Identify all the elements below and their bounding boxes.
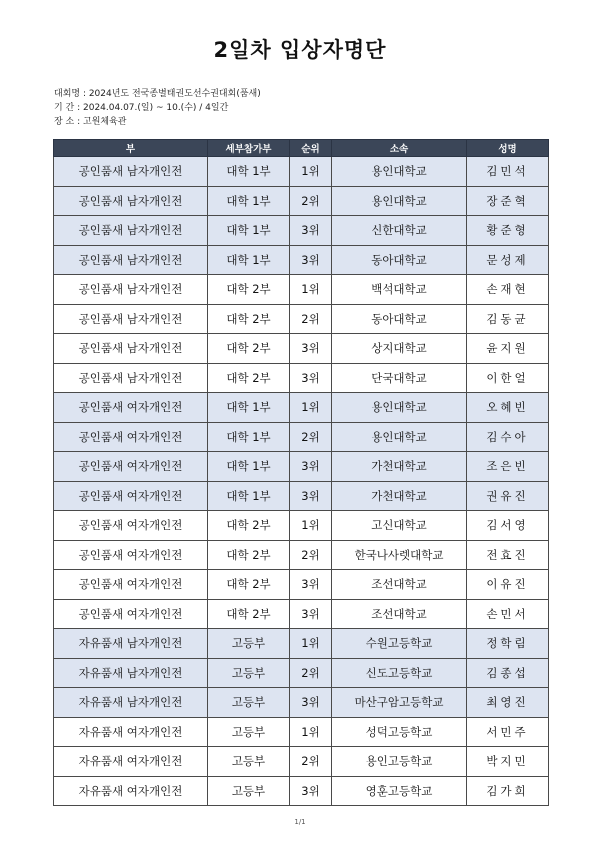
table-row — [54, 422, 549, 452]
cell-affiliation: 성덕고등학교 — [332, 717, 467, 747]
cell-sub-division: 고등부 — [208, 747, 290, 777]
cell-sub-division: 대학 2부 — [208, 275, 290, 305]
cell-affiliation: 신한대학교 — [332, 216, 467, 246]
cell-rank: 3위 — [290, 245, 332, 275]
cell-name: 조은빈 — [467, 452, 549, 482]
cell-name: 최영진 — [467, 688, 549, 718]
cell-rank: 1위 — [290, 157, 332, 187]
table-row — [54, 540, 549, 570]
event-venue: 장 소 : 고원체육관 — [54, 117, 127, 127]
cell-rank: 3위 — [290, 599, 332, 629]
event-name: 대회명 : 2024년도 전국종별태권도선수권대회(품새) — [54, 89, 261, 99]
cell-division: 자유품새 여자개인전 — [54, 776, 208, 806]
cell-name: 장준혁 — [467, 186, 549, 216]
cell-rank: 2위 — [290, 186, 332, 216]
cell-rank: 3위 — [290, 452, 332, 482]
table-row — [54, 304, 549, 334]
table-row — [54, 688, 549, 718]
cell-rank: 3위 — [290, 363, 332, 393]
table-row — [54, 363, 549, 393]
cell-name: 김서영 — [467, 511, 549, 541]
table-row — [54, 570, 549, 600]
cell-name: 이한얼 — [467, 363, 549, 393]
cell-division: 공인품새 여자개인전 — [54, 422, 208, 452]
cell-name: 박지민 — [467, 747, 549, 777]
cell-rank: 2위 — [290, 422, 332, 452]
table-row — [54, 452, 549, 482]
table-row — [54, 717, 549, 747]
cell-name: 오혜빈 — [467, 393, 549, 423]
cell-affiliation: 단국대학교 — [332, 363, 467, 393]
table-row — [54, 747, 549, 777]
header-affiliation: 소속 — [332, 140, 467, 157]
cell-division: 공인품새 남자개인전 — [54, 157, 208, 187]
cell-affiliation: 용인대학교 — [332, 157, 467, 187]
cell-division: 공인품새 여자개인전 — [54, 540, 208, 570]
cell-affiliation: 신도고등학교 — [332, 658, 467, 688]
cell-division: 공인품새 남자개인전 — [54, 304, 208, 334]
table-row — [54, 629, 549, 659]
cell-division: 공인품새 남자개인전 — [54, 334, 208, 364]
cell-division: 공인품새 여자개인전 — [54, 570, 208, 600]
cell-affiliation: 용인대학교 — [332, 422, 467, 452]
table-row — [54, 393, 549, 423]
cell-sub-division: 대학 2부 — [208, 570, 290, 600]
cell-rank: 3위 — [290, 481, 332, 511]
cell-rank: 1위 — [290, 393, 332, 423]
cell-sub-division: 대학 1부 — [208, 393, 290, 423]
cell-rank: 1위 — [290, 629, 332, 659]
table-row — [54, 776, 549, 806]
cell-name: 윤지원 — [467, 334, 549, 364]
cell-sub-division: 고등부 — [208, 717, 290, 747]
table-header-row — [54, 140, 549, 157]
table-row — [54, 245, 549, 275]
cell-division: 공인품새 여자개인전 — [54, 481, 208, 511]
cell-sub-division: 고등부 — [208, 776, 290, 806]
cell-name: 황준형 — [467, 216, 549, 246]
cell-rank: 3위 — [290, 216, 332, 246]
cell-sub-division: 대학 2부 — [208, 540, 290, 570]
cell-sub-division: 대학 1부 — [208, 452, 290, 482]
cell-sub-division: 대학 1부 — [208, 216, 290, 246]
cell-sub-division: 대학 1부 — [208, 245, 290, 275]
table-row — [54, 511, 549, 541]
cell-rank: 2위 — [290, 747, 332, 777]
cell-rank: 2위 — [290, 658, 332, 688]
header-rank: 순위 — [290, 140, 332, 157]
cell-affiliation: 동아대학교 — [332, 304, 467, 334]
cell-name: 손민서 — [467, 599, 549, 629]
cell-affiliation: 백석대학교 — [332, 275, 467, 305]
cell-division: 공인품새 여자개인전 — [54, 599, 208, 629]
cell-affiliation: 영훈고등학교 — [332, 776, 467, 806]
cell-affiliation: 조선대학교 — [332, 570, 467, 600]
cell-rank: 3위 — [290, 688, 332, 718]
event-info — [54, 87, 261, 129]
cell-rank: 1위 — [290, 717, 332, 747]
table-row — [54, 481, 549, 511]
page-number: 1/1 — [294, 818, 306, 826]
table-row — [54, 658, 549, 688]
cell-affiliation: 마산구암고등학교 — [332, 688, 467, 718]
cell-rank: 3위 — [290, 776, 332, 806]
cell-name: 손재현 — [467, 275, 549, 305]
cell-division: 자유품새 여자개인전 — [54, 747, 208, 777]
cell-rank: 2위 — [290, 304, 332, 334]
cell-name: 김종섭 — [467, 658, 549, 688]
cell-affiliation: 용인대학교 — [332, 186, 467, 216]
cell-sub-division: 대학 2부 — [208, 599, 290, 629]
cell-division: 자유품새 남자개인전 — [54, 658, 208, 688]
cell-division: 공인품새 남자개인전 — [54, 216, 208, 246]
page-title: 2일차 입상자명단 — [213, 38, 387, 62]
table-row — [54, 186, 549, 216]
cell-name: 김가희 — [467, 776, 549, 806]
cell-division: 공인품새 남자개인전 — [54, 275, 208, 305]
cell-rank: 2위 — [290, 540, 332, 570]
table-row — [54, 334, 549, 364]
cell-division: 공인품새 남자개인전 — [54, 363, 208, 393]
cell-name: 정학림 — [467, 629, 549, 659]
cell-division: 공인품새 여자개인전 — [54, 511, 208, 541]
cell-affiliation: 한국나사렛대학교 — [332, 540, 467, 570]
cell-sub-division: 대학 1부 — [208, 157, 290, 187]
cell-affiliation: 용인대학교 — [332, 393, 467, 423]
header-name: 성명 — [467, 140, 549, 157]
cell-sub-division: 고등부 — [208, 688, 290, 718]
cell-name: 전효진 — [467, 540, 549, 570]
table-row — [54, 275, 549, 305]
event-period: 기 간 : 2024.04.07.(일) ~ 10.(수) / 4일간 — [54, 103, 229, 113]
cell-name: 김동균 — [467, 304, 549, 334]
cell-sub-division: 고등부 — [208, 629, 290, 659]
cell-sub-division: 대학 2부 — [208, 511, 290, 541]
cell-affiliation: 고신대학교 — [332, 511, 467, 541]
cell-affiliation: 상지대학교 — [332, 334, 467, 364]
cell-rank: 3위 — [290, 334, 332, 364]
cell-sub-division: 고등부 — [208, 658, 290, 688]
cell-rank: 1위 — [290, 275, 332, 305]
cell-affiliation: 조선대학교 — [332, 599, 467, 629]
cell-name: 권유진 — [467, 481, 549, 511]
header-division: 부 — [54, 140, 208, 157]
cell-sub-division: 대학 1부 — [208, 481, 290, 511]
cell-affiliation: 동아대학교 — [332, 245, 467, 275]
cell-sub-division: 대학 1부 — [208, 422, 290, 452]
cell-division: 공인품새 여자개인전 — [54, 452, 208, 482]
cell-affiliation: 용인고등학교 — [332, 747, 467, 777]
table-row — [54, 157, 549, 187]
table-row — [54, 599, 549, 629]
cell-rank: 3위 — [290, 570, 332, 600]
header-sub-division: 세부참가부 — [208, 140, 290, 157]
cell-division: 공인품새 남자개인전 — [54, 186, 208, 216]
cell-affiliation: 가천대학교 — [332, 452, 467, 482]
cell-division: 자유품새 여자개인전 — [54, 717, 208, 747]
cell-sub-division: 대학 2부 — [208, 363, 290, 393]
cell-name: 김수아 — [467, 422, 549, 452]
cell-division: 자유품새 남자개인전 — [54, 688, 208, 718]
cell-affiliation: 수원고등학교 — [332, 629, 467, 659]
cell-affiliation: 가천대학교 — [332, 481, 467, 511]
cell-division: 공인품새 남자개인전 — [54, 245, 208, 275]
cell-division: 자유품새 남자개인전 — [54, 629, 208, 659]
cell-name: 문성제 — [467, 245, 549, 275]
table-row — [54, 216, 549, 246]
cell-name: 서민주 — [467, 717, 549, 747]
cell-name: 김민석 — [467, 157, 549, 187]
cell-sub-division: 대학 2부 — [208, 334, 290, 364]
cell-division: 공인품새 여자개인전 — [54, 393, 208, 423]
winners-table — [53, 139, 549, 806]
cell-sub-division: 대학 2부 — [208, 304, 290, 334]
cell-name: 이유진 — [467, 570, 549, 600]
cell-sub-division: 대학 1부 — [208, 186, 290, 216]
cell-rank: 1위 — [290, 511, 332, 541]
